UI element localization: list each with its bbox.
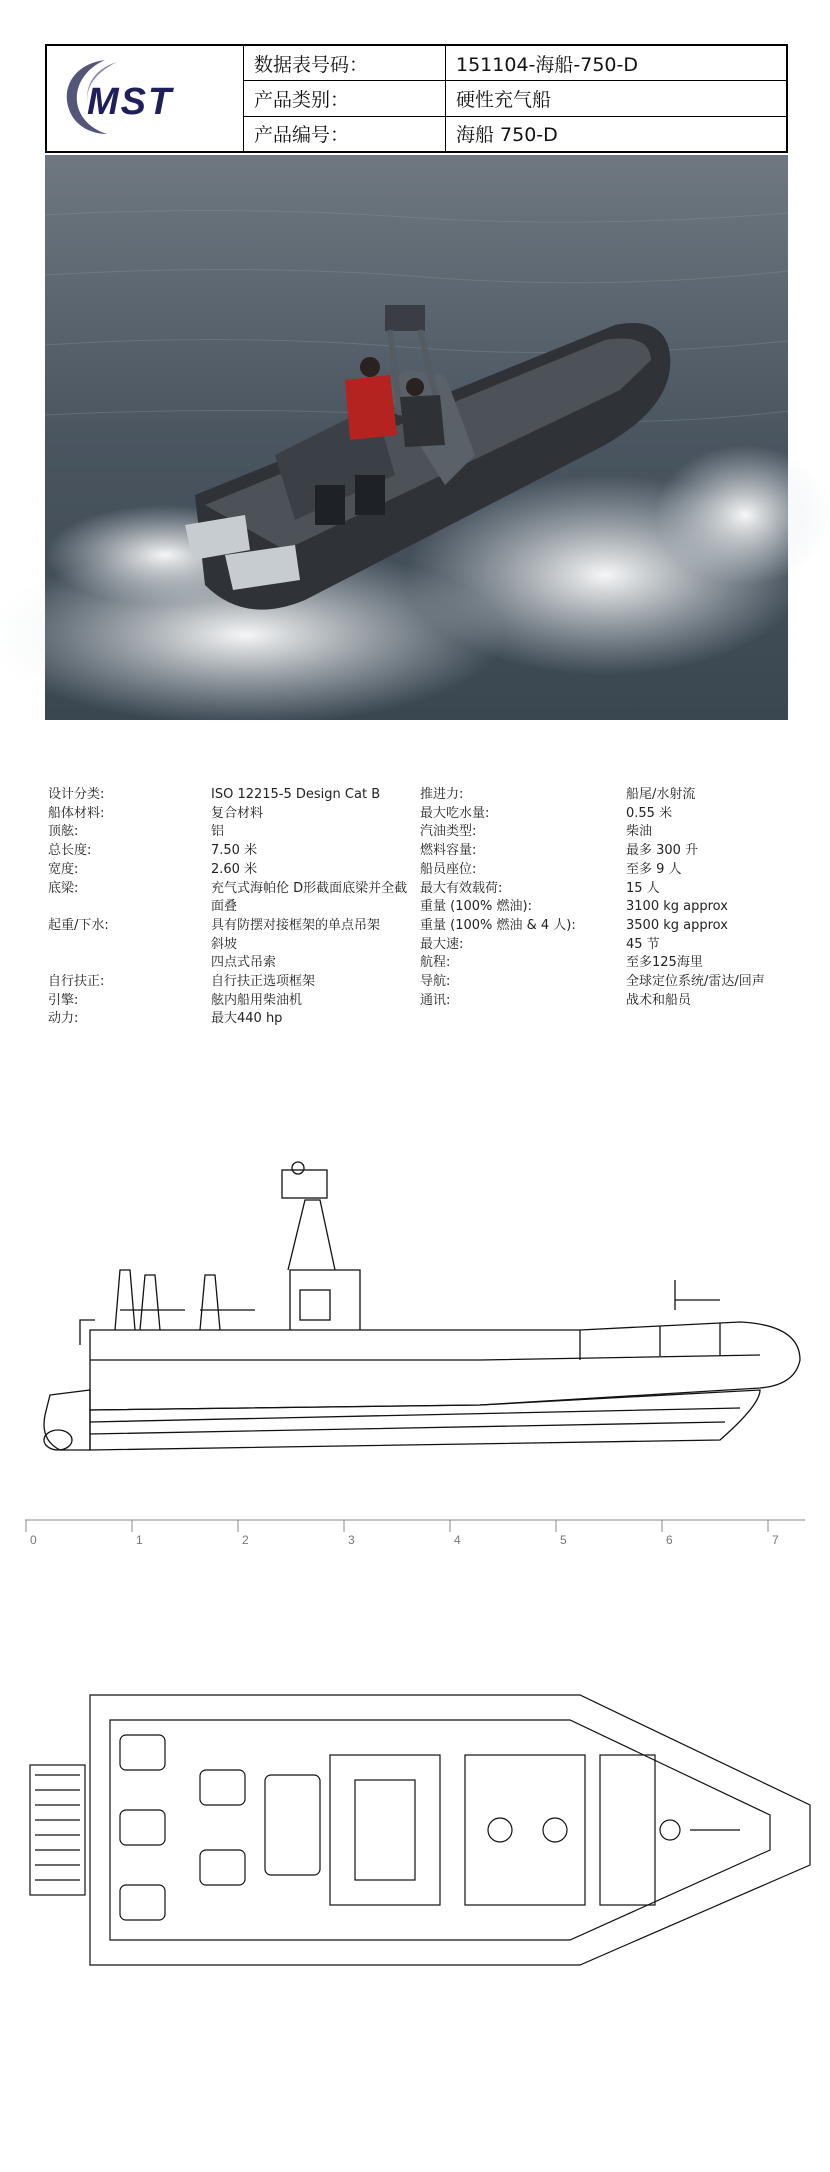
spec-label: 汽油类型:: [420, 824, 477, 840]
scale-tick-label: 5: [560, 1533, 567, 1547]
spec-value: [211, 823, 224, 842]
spec-value-line: 15 人: [626, 880, 660, 896]
spec-value-line: 3100 kg approx: [626, 899, 728, 915]
spec-row: [48, 992, 448, 1011]
spec-row: [420, 880, 788, 899]
spec-value-line: 最多 300 升: [626, 843, 699, 859]
spec-label: 设计分类:: [48, 787, 105, 802]
datasheet-header-table: [45, 44, 788, 153]
spec-value: [626, 823, 652, 842]
scale-tick-label: 1: [136, 1533, 143, 1547]
specs-left-column: [48, 786, 448, 1029]
spec-value-line: 斜坡: [211, 936, 238, 952]
spec-label: 通讯:: [420, 992, 451, 1008]
spec-value-line: 至多 9 人: [626, 861, 682, 877]
product-number-value: 海船 750-D: [446, 116, 788, 152]
spec-value-line: 45 节: [626, 936, 660, 952]
spec-value-line: 3500 kg approx: [626, 917, 728, 933]
spec-label: 动力:: [48, 1011, 79, 1027]
spec-value-line: ISO 12215-5 Design Cat B: [211, 787, 381, 802]
spec-row: [420, 823, 788, 842]
spec-label: 船体材料:: [48, 805, 105, 821]
spec-value-line: 0.55 米: [626, 805, 673, 821]
spec-row: [420, 936, 788, 955]
spec-row: [48, 861, 448, 880]
spec-value: [626, 842, 698, 861]
scale-bar: [20, 1512, 810, 1552]
spec-value: [626, 880, 660, 899]
spec-label: 航程:: [420, 955, 451, 971]
spec-row: [420, 842, 788, 861]
spec-label: 总长度:: [48, 843, 92, 859]
spec-label: 船员座位:: [420, 861, 477, 877]
spec-value-line: 面叠: [211, 899, 238, 915]
spec-label: 最大速:: [420, 936, 464, 952]
spec-row: [48, 1010, 448, 1029]
spec-value: [211, 1010, 282, 1029]
scale-tick-label: 2: [242, 1533, 249, 1547]
spec-value: [626, 936, 660, 955]
datasheet-number-label: 数据表号码：: [244, 45, 446, 81]
spec-row: [420, 898, 788, 917]
datasheet-number-value: 151104-海船-750-D: [446, 45, 788, 81]
spec-value: [626, 861, 682, 880]
scale-tick-label: 0: [30, 1533, 37, 1547]
spec-row: [48, 880, 448, 917]
spec-value: [626, 917, 728, 936]
spec-value: [626, 805, 672, 824]
spec-row: [48, 917, 448, 973]
spec-value: [211, 880, 407, 917]
mst-logo: [47, 46, 239, 146]
logo-cell: [46, 45, 244, 152]
product-category-label: 产品类别：: [244, 81, 446, 116]
spec-value: [626, 992, 691, 1011]
side-profile-drawing: [20, 1150, 810, 1460]
spec-value-line: 至多125海里: [626, 955, 703, 971]
spec-label: 最大有效载荷:: [420, 880, 503, 896]
spec-value: [211, 917, 380, 973]
spec-row: [420, 786, 788, 805]
spec-label: 导航:: [420, 974, 451, 990]
spec-value: [211, 842, 257, 861]
spec-value: [626, 954, 703, 973]
spec-value: [211, 861, 257, 880]
scale-tick-label: 4: [454, 1533, 461, 1547]
spec-label: 重量 (100% 燃油 & 4 人):: [420, 917, 576, 933]
spec-label: 引擎:: [48, 992, 79, 1008]
product-number-label: 产品编号：: [244, 116, 446, 152]
scale-tick-label: 6: [666, 1533, 673, 1547]
boat-photo: [45, 155, 788, 720]
spec-label: 起重/下水:: [48, 917, 109, 933]
spec-label: 自行扶正:: [48, 974, 105, 990]
logo-text: MST: [87, 81, 174, 123]
spec-label: 燃料容量:: [420, 843, 477, 859]
spec-value-line: 7.50 米: [211, 843, 258, 859]
spec-row: [420, 973, 788, 992]
spec-value-line: 四点式吊索: [211, 955, 277, 971]
spec-row: [420, 917, 788, 936]
spec-value-line: 最大440 hp: [211, 1011, 283, 1027]
spec-row: [420, 954, 788, 973]
spec-label: 顶舷:: [48, 824, 79, 840]
spec-value: [211, 786, 380, 805]
spec-row: [48, 786, 448, 805]
spec-value: [626, 973, 765, 992]
spec-value-line: 舷内船用柴油机: [211, 992, 303, 1008]
spec-value: [626, 786, 695, 805]
top-plan-drawing: [20, 1680, 810, 1980]
spec-label: 最大吃水量:: [420, 805, 490, 821]
spec-value: [211, 992, 302, 1011]
spec-value-line: 船尾/水射流: [626, 787, 696, 802]
specs-right-column: [420, 786, 788, 1010]
spec-row: [48, 805, 448, 824]
spec-value-line: 具有防摆对接框架的单点吊架: [211, 917, 381, 933]
spec-value-line: 自行扶正选项框架: [211, 974, 316, 990]
spec-row: [48, 973, 448, 992]
spec-value-line: 全球定位系统/雷达/回声: [626, 974, 765, 990]
spec-value-line: 柴油: [626, 824, 653, 840]
product-category-value: 硬性充气船: [446, 81, 788, 116]
spec-row: [420, 861, 788, 880]
spec-value: [211, 805, 263, 824]
spec-value-line: 复合材料: [211, 805, 264, 821]
spec-value: [211, 973, 315, 992]
spec-row: [48, 842, 448, 861]
spec-label: 宽度:: [48, 861, 79, 877]
spec-row: [420, 992, 788, 1011]
spec-label: 推进力:: [420, 787, 464, 802]
spec-label: 底梁:: [48, 880, 79, 896]
spec-value-line: 2.60 米: [211, 861, 258, 877]
spec-value: [626, 898, 728, 917]
spec-row: [48, 823, 448, 842]
scale-tick-label: 7: [772, 1533, 779, 1547]
spec-label: 重量 (100% 燃油):: [420, 899, 532, 915]
spec-value-line: 充气式海帕伦 D形截面底梁并全截: [211, 880, 408, 896]
spec-value-line: 战术和船员: [626, 992, 692, 1008]
spec-value-line: 铝: [211, 824, 225, 840]
specifications-section: [48, 786, 788, 1027]
spec-row: [420, 805, 788, 824]
scale-tick-label: 3: [348, 1533, 355, 1547]
